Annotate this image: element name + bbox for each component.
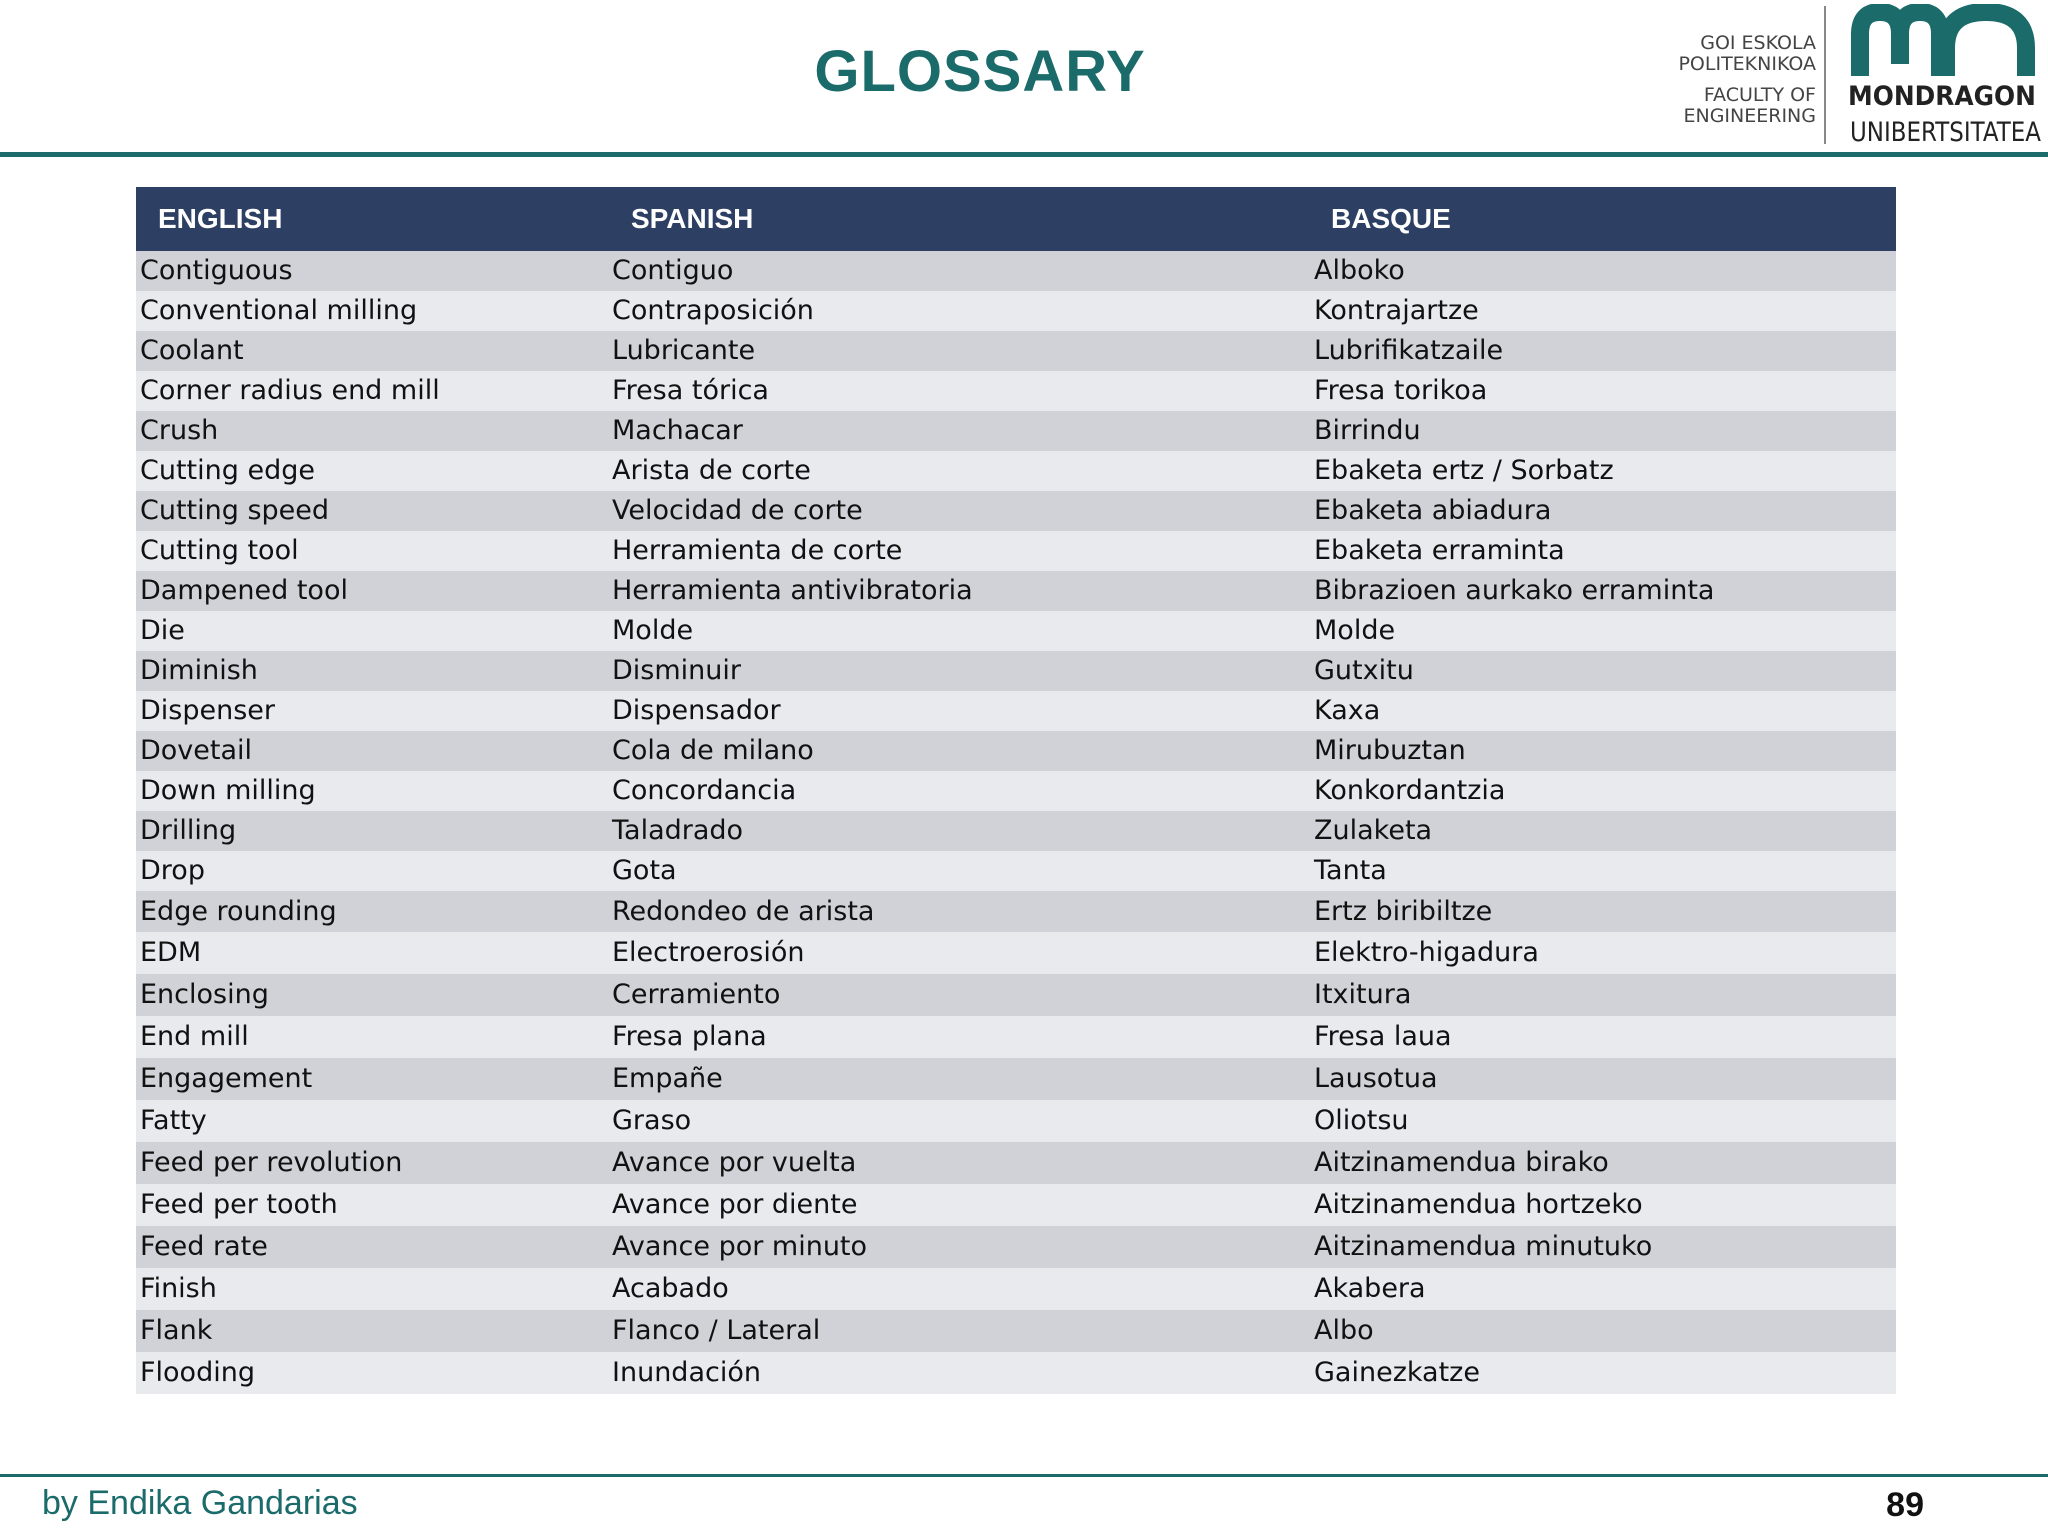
cell-basque: Oliotsu — [1314, 1105, 1409, 1136]
table-row — [136, 974, 1896, 1016]
cell-spanish: Taladrado — [612, 815, 744, 846]
cell-basque: Molde — [1314, 615, 1396, 646]
table-row — [136, 932, 1896, 974]
cell-basque: Aitzinamendua hortzeko — [1314, 1189, 1643, 1220]
cell-spanish: Electroerosión — [612, 937, 805, 968]
cell-basque: Aitzinamendua minutuko — [1314, 1231, 1653, 1262]
table-row — [136, 1226, 1896, 1268]
glossary-table — [136, 187, 1896, 1394]
cell-english: Drop — [140, 855, 205, 886]
cell-spanish: Herramienta de corte — [612, 535, 903, 566]
table-row — [136, 691, 1896, 731]
cell-basque: Zulaketa — [1314, 815, 1433, 846]
table-row — [136, 611, 1896, 651]
cell-basque: Birrindu — [1314, 415, 1421, 446]
cell-english: Contiguous — [140, 255, 293, 286]
cell-basque: Gainezkatze — [1314, 1357, 1480, 1388]
cell-basque: Bibrazioen aurkako erraminta — [1314, 575, 1715, 606]
cell-basque: Ertz biribiltze — [1314, 896, 1493, 927]
table-body — [136, 251, 1896, 1394]
logo-school-name — [1678, 33, 1816, 75]
table-row — [136, 451, 1896, 491]
cell-basque: Lubrifikatzaile — [1314, 335, 1504, 366]
column-header-english: ENGLISH — [158, 203, 283, 234]
logo-faculty-name — [1683, 85, 1816, 127]
table-row — [136, 1310, 1896, 1352]
cell-spanish: Empañe — [612, 1063, 723, 1094]
cell-basque: Akabera — [1314, 1273, 1426, 1304]
cell-basque: Kontrajartze — [1314, 295, 1479, 326]
logo-line-3: FACULTY OF — [1703, 84, 1816, 106]
table-row — [136, 251, 1896, 291]
cell-spanish: Dispensador — [612, 695, 781, 726]
cell-english: Feed rate — [140, 1231, 268, 1262]
cell-spanish: Redondeo de arista — [612, 896, 875, 927]
footer-author: by Endika Gandarias — [42, 1484, 358, 1522]
cell-spanish: Flanco / Lateral — [612, 1315, 821, 1346]
table-row — [136, 891, 1896, 932]
cell-spanish: Molde — [612, 615, 694, 646]
table-row — [136, 331, 1896, 371]
table-row — [136, 531, 1896, 571]
column-header-basque: BASQUE — [1331, 203, 1451, 234]
cell-english: Flank — [140, 1315, 213, 1346]
cell-english: End mill — [140, 1021, 249, 1052]
cell-spanish: Inundación — [612, 1357, 761, 1388]
cell-english: Finish — [140, 1273, 217, 1304]
cell-basque: Ebaketa abiadura — [1314, 495, 1552, 526]
cell-basque: Kaxa — [1314, 695, 1381, 726]
table-row — [136, 811, 1896, 851]
cell-spanish: Cola de milano — [612, 735, 814, 766]
cell-basque: Ebaketa ertz / Sorbatz — [1314, 455, 1614, 486]
cell-english: Crush — [140, 415, 219, 446]
cell-basque: Elektro-higadura — [1314, 937, 1539, 968]
cell-english: Dovetail — [140, 735, 253, 766]
table-row — [136, 571, 1896, 611]
table-row — [136, 371, 1896, 411]
cell-spanish: Fresa tórica — [612, 375, 769, 406]
cell-spanish: Graso — [612, 1105, 692, 1136]
cell-spanish: Avance por diente — [612, 1189, 858, 1220]
cell-spanish: Velocidad de corte — [612, 495, 863, 526]
cell-english: Enclosing — [140, 979, 269, 1010]
cell-english: Flooding — [140, 1357, 255, 1388]
table-row — [136, 1016, 1896, 1058]
cell-spanish: Acabado — [612, 1273, 729, 1304]
table-row — [136, 851, 1896, 891]
cell-basque: Ebaketa erraminta — [1314, 535, 1565, 566]
cell-basque: Tanta — [1314, 855, 1387, 886]
cell-spanish: Machacar — [612, 415, 743, 446]
table-row — [136, 1268, 1896, 1310]
cell-english: Diminish — [140, 655, 258, 686]
cell-english: Feed per revolution — [140, 1147, 403, 1178]
cell-basque: Alboko — [1314, 255, 1405, 286]
cell-basque: Itxitura — [1314, 979, 1412, 1010]
cell-english: Coolant — [140, 335, 244, 366]
cell-english: Dispenser — [140, 695, 275, 726]
cell-english: Fatty — [140, 1105, 207, 1136]
cell-spanish: Concordancia — [612, 775, 797, 806]
cell-spanish: Gota — [612, 855, 677, 886]
mondragon-logo-icon — [1850, 4, 2036, 78]
table-row — [136, 491, 1896, 531]
table-row — [136, 1100, 1896, 1142]
brand-subtitle: UNIBERTSITATEA — [1850, 117, 2041, 148]
cell-basque: Lausotua — [1314, 1063, 1438, 1094]
cell-english: Corner radius end mill — [140, 375, 440, 406]
cell-english: Engagement — [140, 1063, 313, 1094]
cell-spanish: Herramienta antivibratoria — [612, 575, 973, 606]
cell-spanish: Disminuir — [612, 655, 741, 686]
table-row — [136, 291, 1896, 331]
header-divider — [0, 152, 2048, 157]
cell-english: Dampened tool — [140, 575, 348, 606]
cell-basque: Albo — [1314, 1315, 1374, 1346]
cell-spanish: Avance por minuto — [612, 1231, 868, 1262]
table-header — [136, 187, 1896, 251]
cell-spanish: Avance por vuelta — [612, 1147, 857, 1178]
footer-divider — [0, 1474, 2048, 1477]
cell-spanish: Lubricante — [612, 335, 756, 366]
table-row — [136, 1184, 1896, 1226]
brand-name: MONDRAGON — [1848, 81, 2036, 112]
cell-spanish: Contiguo — [612, 255, 734, 286]
cell-basque: Fresa laua — [1314, 1021, 1452, 1052]
logo-divider — [1824, 6, 1826, 144]
cell-basque: Gutxitu — [1314, 655, 1414, 686]
cell-basque: Konkordantzia — [1314, 775, 1506, 806]
table-row — [136, 1058, 1896, 1100]
cell-spanish: Contraposición — [612, 295, 814, 326]
cell-english: Die — [140, 615, 185, 646]
page-title: GLOSSARY — [814, 39, 1146, 104]
logo-line-4: ENGINEERING — [1683, 105, 1816, 127]
cell-basque: Fresa torikoa — [1314, 375, 1488, 406]
cell-spanish: Fresa plana — [612, 1021, 767, 1052]
cell-basque: Mirubuztan — [1314, 735, 1466, 766]
cell-english: Cutting edge — [140, 455, 315, 486]
cell-english: EDM — [140, 937, 202, 968]
cell-spanish: Arista de corte — [612, 455, 811, 486]
logo-line-1: GOI ESKOLA — [1700, 32, 1816, 54]
table-row — [136, 731, 1896, 771]
cell-english: Conventional milling — [140, 295, 418, 326]
cell-english: Drilling — [140, 815, 237, 846]
page-number: 89 — [1886, 1486, 1924, 1524]
table-row — [136, 1142, 1896, 1184]
cell-english: Feed per tooth — [140, 1189, 338, 1220]
cell-english: Cutting tool — [140, 535, 299, 566]
column-header-spanish: SPANISH — [631, 203, 754, 234]
table-row — [136, 411, 1896, 451]
cell-spanish: Cerramiento — [612, 979, 781, 1010]
cell-basque: Aitzinamendua birako — [1314, 1147, 1609, 1178]
cell-english: Down milling — [140, 775, 316, 806]
table-row — [136, 651, 1896, 691]
cell-english: Cutting speed — [140, 495, 330, 526]
logo-line-2: POLITEKNIKOA — [1678, 53, 1816, 75]
cell-english: Edge rounding — [140, 896, 337, 927]
table-row — [136, 1352, 1896, 1394]
table-row — [136, 771, 1896, 811]
